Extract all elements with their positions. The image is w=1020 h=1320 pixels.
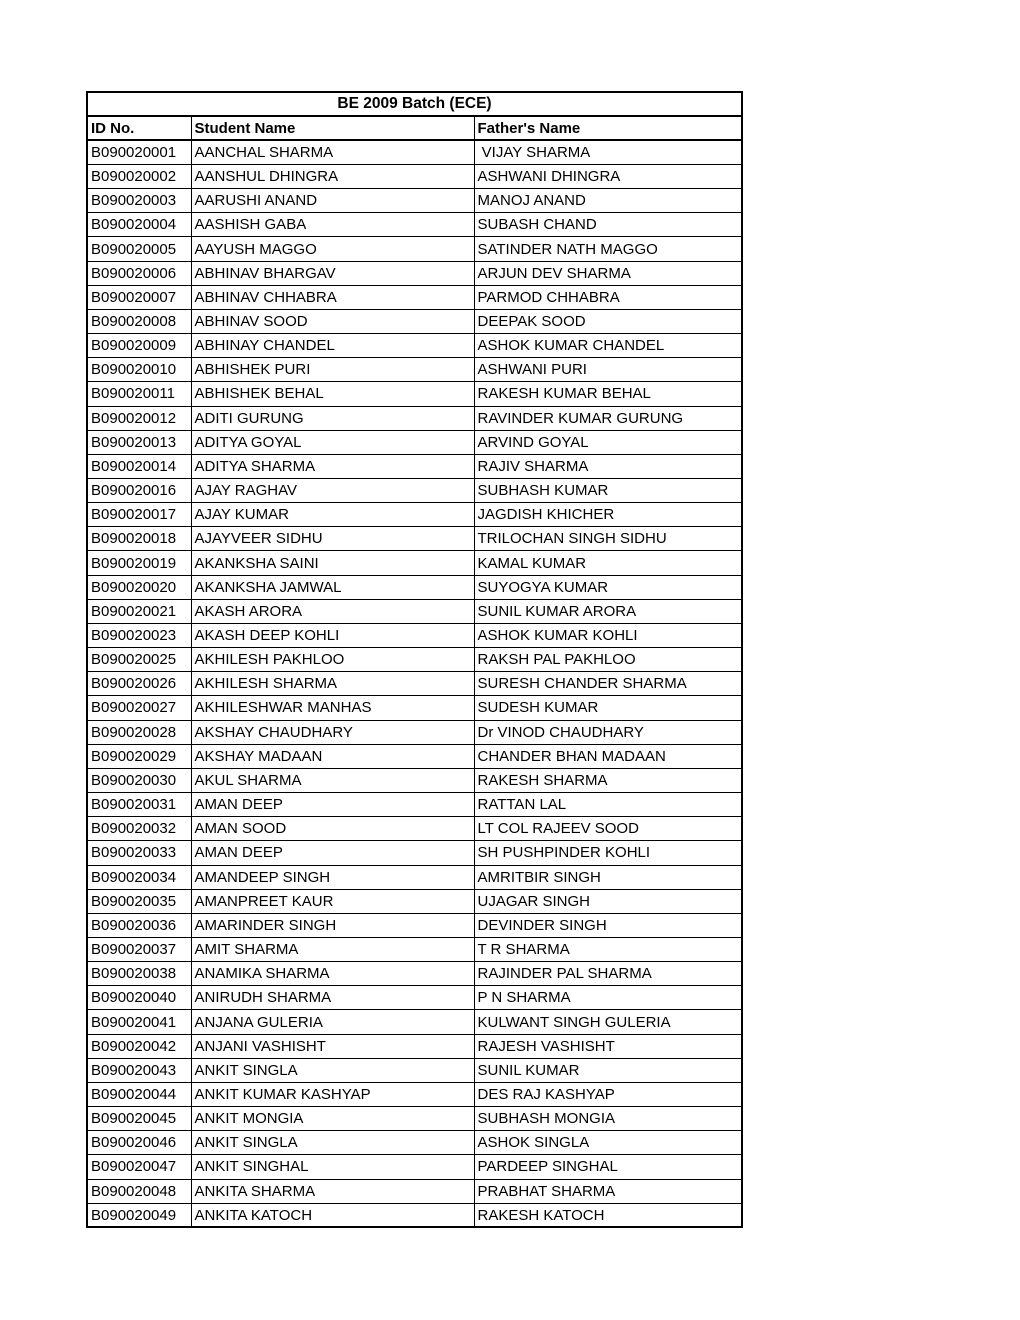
cell-student-name: AKANKSHA SAINI (191, 551, 474, 575)
cell-id-no: B090020035 (87, 889, 191, 913)
cell-id-no: B090020046 (87, 1131, 191, 1155)
cell-fathers-name: Dr VINOD CHAUDHARY (474, 720, 742, 744)
cell-fathers-name: SURESH CHANDER SHARMA (474, 672, 742, 696)
cell-fathers-name: RAJESH VASHISHT (474, 1034, 742, 1058)
table-row (87, 358, 742, 382)
table-row (87, 1131, 742, 1155)
cell-id-no: B090020021 (87, 599, 191, 623)
cell-fathers-name: RAKESH SHARMA (474, 768, 742, 792)
cell-id-no: B090020003 (87, 189, 191, 213)
cell-student-name: AKSHAY MADAAN (191, 744, 474, 768)
cell-id-no: B090020027 (87, 696, 191, 720)
table-row (87, 309, 742, 333)
column-header-id-no: ID No. (87, 116, 191, 140)
cell-fathers-name: KAMAL KUMAR (474, 551, 742, 575)
cell-student-name: AKANKSHA JAMWAL (191, 575, 474, 599)
cell-student-name: AKHILESH SHARMA (191, 672, 474, 696)
cell-student-name: AMAN SOOD (191, 817, 474, 841)
cell-student-name: ANIRUDH SHARMA (191, 986, 474, 1010)
table-title: BE 2009 Batch (ECE) (87, 92, 742, 116)
table-row (87, 261, 742, 285)
cell-student-name: AKHILESHWAR MANHAS (191, 696, 474, 720)
cell-fathers-name: VIJAY SHARMA (474, 140, 742, 164)
table-body (87, 140, 742, 1227)
cell-id-no: B090020028 (87, 720, 191, 744)
cell-id-no: B090020006 (87, 261, 191, 285)
cell-fathers-name: ASHOK SINGLA (474, 1131, 742, 1155)
cell-student-name: AANSHUL DHINGRA (191, 164, 474, 188)
table-row (87, 575, 742, 599)
table-row (87, 1203, 742, 1227)
table-row (87, 937, 742, 961)
table-row (87, 1010, 742, 1034)
student-roster-table (86, 91, 743, 1228)
cell-id-no: B090020043 (87, 1058, 191, 1082)
table-row (87, 648, 742, 672)
table-row (87, 1107, 742, 1131)
table-row (87, 623, 742, 647)
cell-fathers-name: ARJUN DEV SHARMA (474, 261, 742, 285)
cell-id-no: B090020001 (87, 140, 191, 164)
cell-student-name: AKSHAY CHAUDHARY (191, 720, 474, 744)
cell-student-name: AKASH ARORA (191, 599, 474, 623)
table-row (87, 696, 742, 720)
cell-id-no: B090020034 (87, 865, 191, 889)
cell-fathers-name: ARVIND GOYAL (474, 430, 742, 454)
cell-fathers-name: TRILOCHAN SINGH SIDHU (474, 527, 742, 551)
cell-fathers-name: UJAGAR SINGH (474, 889, 742, 913)
table-row (87, 599, 742, 623)
table-row (87, 213, 742, 237)
cell-student-name: AMAN DEEP (191, 841, 474, 865)
cell-student-name: ANKIT SINGLA (191, 1058, 474, 1082)
table-row (87, 1058, 742, 1082)
cell-student-name: ABHINAY CHANDEL (191, 334, 474, 358)
cell-id-no: B090020007 (87, 285, 191, 309)
cell-id-no: B090020016 (87, 479, 191, 503)
table-row (87, 503, 742, 527)
cell-id-no: B090020005 (87, 237, 191, 261)
cell-student-name: AMIT SHARMA (191, 937, 474, 961)
table-row (87, 986, 742, 1010)
cell-fathers-name: ASHOK KUMAR KOHLI (474, 623, 742, 647)
cell-id-no: B090020009 (87, 334, 191, 358)
cell-id-no: B090020041 (87, 1010, 191, 1034)
table-row (87, 285, 742, 309)
cell-student-name: ABHINAV CHHABRA (191, 285, 474, 309)
table-row (87, 164, 742, 188)
table-row (87, 720, 742, 744)
table-row (87, 237, 742, 261)
cell-id-no: B090020029 (87, 744, 191, 768)
table-row (87, 454, 742, 478)
cell-id-no: B090020025 (87, 648, 191, 672)
cell-student-name: AKHILESH PAKHLOO (191, 648, 474, 672)
cell-student-name: AKUL SHARMA (191, 768, 474, 792)
cell-id-no: B090020049 (87, 1203, 191, 1227)
cell-fathers-name: JAGDISH KHICHER (474, 503, 742, 527)
cell-fathers-name: CHANDER BHAN MADAAN (474, 744, 742, 768)
cell-id-no: B090020013 (87, 430, 191, 454)
table-row (87, 527, 742, 551)
cell-fathers-name: SUDESH KUMAR (474, 696, 742, 720)
cell-id-no: B090020014 (87, 454, 191, 478)
cell-fathers-name: RAJINDER PAL SHARMA (474, 962, 742, 986)
cell-student-name: AAYUSH MAGGO (191, 237, 474, 261)
cell-id-no: B090020048 (87, 1179, 191, 1203)
cell-id-no: B090020017 (87, 503, 191, 527)
cell-fathers-name: PARDEEP SINGHAL (474, 1155, 742, 1179)
cell-student-name: AJAYVEER SIDHU (191, 527, 474, 551)
column-header-fathers-name: Father's Name (474, 116, 742, 140)
table-row (87, 889, 742, 913)
table-row (87, 1082, 742, 1106)
cell-student-name: ABHINAV BHARGAV (191, 261, 474, 285)
cell-student-name: ANKIT SINGLA (191, 1131, 474, 1155)
cell-fathers-name: RATTAN LAL (474, 793, 742, 817)
cell-id-no: B090020042 (87, 1034, 191, 1058)
cell-fathers-name: P N SHARMA (474, 986, 742, 1010)
cell-id-no: B090020045 (87, 1107, 191, 1131)
cell-fathers-name: ASHWANI DHINGRA (474, 164, 742, 188)
cell-id-no: B090020018 (87, 527, 191, 551)
cell-id-no: B090020002 (87, 164, 191, 188)
cell-student-name: ADITYA SHARMA (191, 454, 474, 478)
table-row (87, 793, 742, 817)
cell-student-name: ANAMIKA SHARMA (191, 962, 474, 986)
cell-id-no: B090020012 (87, 406, 191, 430)
cell-fathers-name: RAKESH KUMAR BEHAL (474, 382, 742, 406)
cell-id-no: B090020037 (87, 937, 191, 961)
cell-fathers-name: DEEPAK SOOD (474, 309, 742, 333)
cell-fathers-name: RAKSH PAL PAKHLOO (474, 648, 742, 672)
table-row (87, 865, 742, 889)
cell-student-name: ANKIT KUMAR KASHYAP (191, 1082, 474, 1106)
table-row (87, 1155, 742, 1179)
cell-student-name: AARUSHI ANAND (191, 189, 474, 213)
cell-fathers-name: ASHWANI PURI (474, 358, 742, 382)
cell-fathers-name: SUBASH CHAND (474, 213, 742, 237)
table-row (87, 140, 742, 164)
cell-fathers-name: DES RAJ KASHYAP (474, 1082, 742, 1106)
table-row (87, 406, 742, 430)
table-row (87, 841, 742, 865)
cell-student-name: ANKITA SHARMA (191, 1179, 474, 1203)
table-row (87, 479, 742, 503)
table-row (87, 672, 742, 696)
cell-student-name: ANKITA KATOCH (191, 1203, 474, 1227)
cell-student-name: ANJANA GULERIA (191, 1010, 474, 1034)
cell-student-name: ADITI GURUNG (191, 406, 474, 430)
table-row (87, 430, 742, 454)
table-row (87, 768, 742, 792)
cell-fathers-name: PARMOD CHHABRA (474, 285, 742, 309)
table-row (87, 1179, 742, 1203)
cell-fathers-name: DEVINDER SINGH (474, 913, 742, 937)
table-row (87, 382, 742, 406)
cell-student-name: AMAN DEEP (191, 793, 474, 817)
cell-id-no: B090020020 (87, 575, 191, 599)
cell-fathers-name: ASHOK KUMAR CHANDEL (474, 334, 742, 358)
cell-id-no: B090020040 (87, 986, 191, 1010)
cell-fathers-name: T R SHARMA (474, 937, 742, 961)
cell-fathers-name: PRABHAT SHARMA (474, 1179, 742, 1203)
cell-id-no: B090020023 (87, 623, 191, 647)
cell-fathers-name: SUNIL KUMAR (474, 1058, 742, 1082)
cell-fathers-name: KULWANT SINGH GULERIA (474, 1010, 742, 1034)
cell-id-no: B090020033 (87, 841, 191, 865)
cell-id-no: B090020044 (87, 1082, 191, 1106)
cell-student-name: AJAY KUMAR (191, 503, 474, 527)
table-row (87, 189, 742, 213)
cell-student-name: AMANPREET KAUR (191, 889, 474, 913)
cell-fathers-name: MANOJ ANAND (474, 189, 742, 213)
cell-id-no: B090020030 (87, 768, 191, 792)
cell-fathers-name: SUBHASH KUMAR (474, 479, 742, 503)
cell-student-name: AANCHAL SHARMA (191, 140, 474, 164)
cell-student-name: ABHINAV SOOD (191, 309, 474, 333)
cell-student-name: ADITYA GOYAL (191, 430, 474, 454)
cell-id-no: B090020038 (87, 962, 191, 986)
cell-fathers-name: SH PUSHPINDER KOHLI (474, 841, 742, 865)
table-row (87, 551, 742, 575)
cell-fathers-name: SUBHASH MONGIA (474, 1107, 742, 1131)
cell-student-name: AKASH DEEP KOHLI (191, 623, 474, 647)
cell-fathers-name: AMRITBIR SINGH (474, 865, 742, 889)
cell-fathers-name: SUYOGYA KUMAR (474, 575, 742, 599)
cell-fathers-name: SATINDER NATH MAGGO (474, 237, 742, 261)
cell-student-name: ABHISHEK PURI (191, 358, 474, 382)
cell-student-name: AASHISH GABA (191, 213, 474, 237)
table-header-row (87, 116, 742, 140)
table-row (87, 817, 742, 841)
cell-student-name: ABHISHEK BEHAL (191, 382, 474, 406)
cell-fathers-name: SUNIL KUMAR ARORA (474, 599, 742, 623)
cell-student-name: AMARINDER SINGH (191, 913, 474, 937)
cell-id-no: B090020011 (87, 382, 191, 406)
table-row (87, 334, 742, 358)
table-row (87, 744, 742, 768)
cell-student-name: AJAY RAGHAV (191, 479, 474, 503)
cell-student-name: ANJANI VASHISHT (191, 1034, 474, 1058)
cell-fathers-name: LT COL RAJEEV SOOD (474, 817, 742, 841)
table-row (87, 1034, 742, 1058)
column-header-student-name: Student Name (191, 116, 474, 140)
cell-id-no: B090020026 (87, 672, 191, 696)
cell-id-no: B090020031 (87, 793, 191, 817)
cell-fathers-name: RAJIV SHARMA (474, 454, 742, 478)
cell-id-no: B090020019 (87, 551, 191, 575)
cell-id-no: B090020008 (87, 309, 191, 333)
cell-id-no: B090020047 (87, 1155, 191, 1179)
table-row (87, 962, 742, 986)
table-title-row (87, 92, 742, 116)
cell-student-name: ANKIT MONGIA (191, 1107, 474, 1131)
cell-fathers-name: RAKESH KATOCH (474, 1203, 742, 1227)
table-row (87, 913, 742, 937)
cell-id-no: B090020010 (87, 358, 191, 382)
cell-fathers-name: RAVINDER KUMAR GURUNG (474, 406, 742, 430)
cell-id-no: B090020004 (87, 213, 191, 237)
cell-student-name: ANKIT SINGHAL (191, 1155, 474, 1179)
cell-student-name: AMANDEEP SINGH (191, 865, 474, 889)
cell-id-no: B090020032 (87, 817, 191, 841)
cell-id-no: B090020036 (87, 913, 191, 937)
